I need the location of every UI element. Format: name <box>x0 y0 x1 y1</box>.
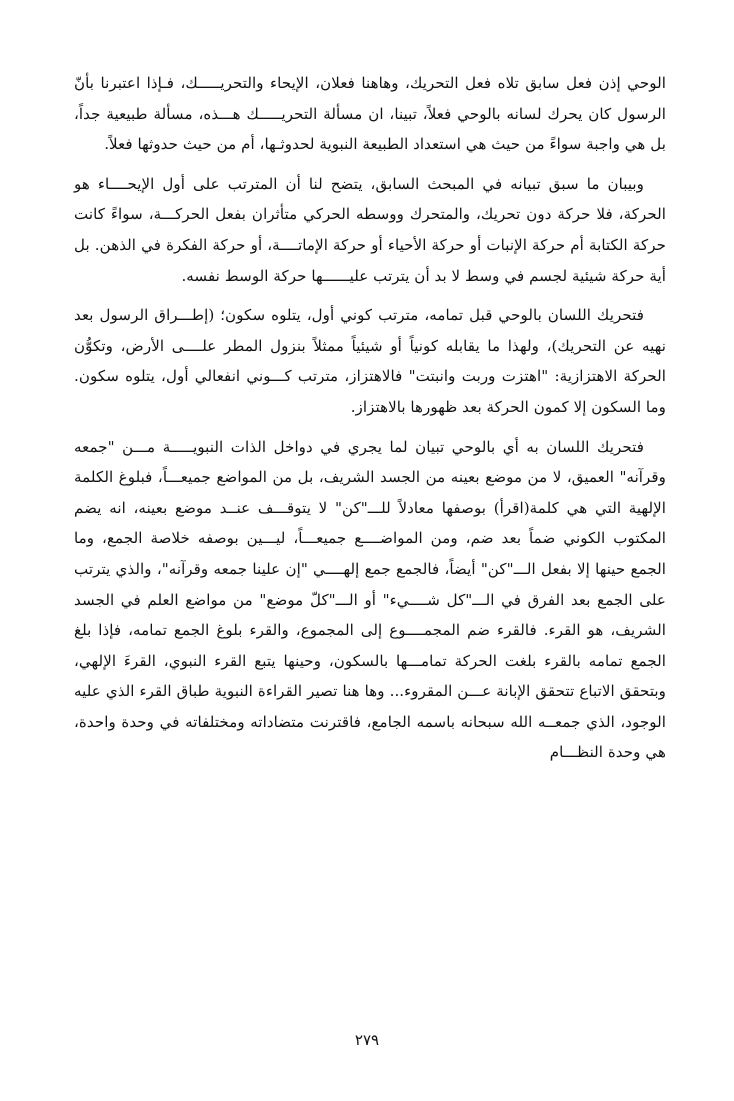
page-number: ٢٧٩ <box>354 1031 380 1049</box>
page-body <box>74 68 666 777</box>
paragraph-1: الوحي إذن فعل سابق تلاه فعل التحريك، وهاهنا فعلان، الإيحاء والتحريـــــك، فـإذا اعتبرنا بأنّ الرسول كان يحرك لسانه بالوحي فعلاً، تبينا، ان مسألة التحريـــــك هـــذه، مسألة طبيعية جداً، بل هي واجبة سواءً من حيث هي استعداد الطبيعة النبوية لحدوثـها، أم من حيث حدوثها فعلاً. <box>74 74 666 154</box>
paragraph-4: فتحريك اللسان به أي بالوحي تبيان لما يجري في دواخل الذات النبويـــــة مـــن "جمعه وقرآنه" العميق، لا من موضع بعينه من الجسد الشريف، بل من المواضع جميعـــاً، فبلوغ الكلمة الإلهية التي هي كلمة(اقرأ) بوصفها معادلاً للـــ"كن" لا يتوقـــف عنــد موضع بعينه، انه يضم المكتوب الكوني ضماً بعد ضم، ومن المواضــــع جميعـــاً، ليـــين بوصفه خلاصة الجمع، وما الجمع حينها إلا بفعل الـــ"كن" أيضاً، فالجمع جمع إلهــــي "إن علينا جمعه وقرآنه"، والذي يترتب على الجمع بعد الفرق في الـــ"كل شــــيء" أو الـــ"كلّ موضع" من مواضع العلم في الجسد الشريف، هو القرء. فالقرء ضم المجمــــوع إلى المجموع، والقرء بلوغ الجمع تمامه، فإذا بلغ الجمع تمامه بالقرء بلغت الحركة تمامـــها بالسكون، وحينها يتبع القرء النبوي، القرءَ الإلهي، وبتحقق الاتباع تتحقق الإبانة عـــن المقروء... وها هنا تصير القراءة النبوية طباق القرء الذي عليه الوجود، الذي جمعــه الله سبحانه باسمه الجامع، فاقترنت متضاداته ومختلفاته في وحدة واحدة، هي وحدة النظـــام <box>74 437 666 762</box>
paragraph-2: وبيبان ما سبق تبيانه في المبحث السابق، يتضح لنا أن المترتب على أول الإيحــــاء هو الحركة، فلا حركة دون تحريك، والمتحرك ووسطه الحركي متأثران بفعل الحركـــة، سواءً كانت حركة الكتابة أم حركة الإنبات أو حركة الأحياء أو حركة الإماتــــة، أو حركة الفكرة في الذهن. بل أية حركة شيئية لجسم في وسط لا بد أن يترتب عليــــــها حركة الوسط نفسه. <box>74 174 666 285</box>
paragraph-3: فتحريك اللسان بالوحي قبل تمامه، مترتب كوني أول، يتلوه سكون؛ (إطـــراق الرسول بعد نهيه عن التحريك)، ولهذا ما يقابله كونياً أو شيئياً ممثلاً بنزول المطر علــــى الأرض، وتكوُّن الحركة الاهتزازية: "اهتزت وربت وانبتت" فالاهتزاز، مترتب كـــوني انفعالي أول، يتلوه سكون. وما السكون إلا كمون الحركة بعد ظهورها بالاهتزاز. <box>74 306 666 416</box>
